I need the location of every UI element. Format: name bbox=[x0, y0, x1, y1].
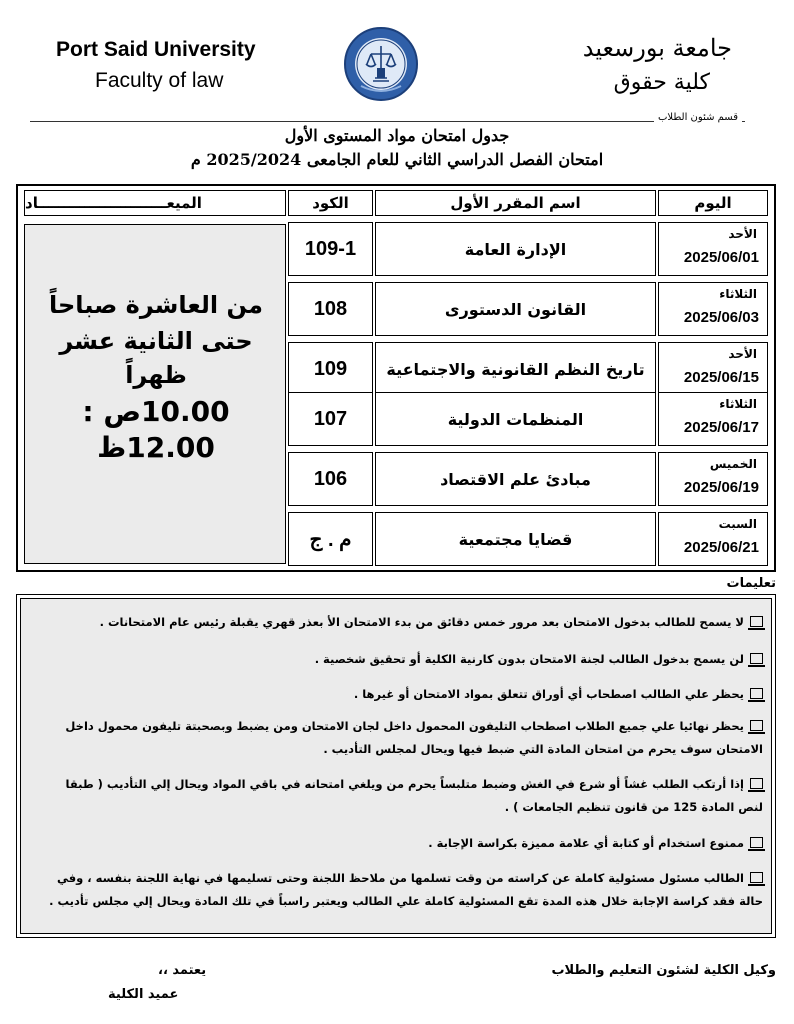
laptop-icon bbox=[750, 688, 763, 699]
instruction-text: لا يسمح للطالب بدخول الامتحان بعد مرور خمس دقائق من بدء الامتحان الأ بعذر قهري يقبلة رئيس عام الامتحانات . bbox=[99, 615, 744, 629]
day-name: الخميس bbox=[709, 457, 757, 471]
exam-time-cell bbox=[24, 224, 286, 564]
table-row bbox=[288, 452, 770, 506]
day-name: الثلاثاء bbox=[719, 397, 757, 411]
day-name: الأحد bbox=[728, 347, 757, 361]
exam-day bbox=[658, 512, 768, 566]
schedule-subtitle: امتحان الفصل الدراسي الثاني للعام الجامعى 2025/2024 م bbox=[190, 150, 604, 169]
course-name: مبادئ علم الاقتصاد bbox=[375, 452, 656, 506]
instruction-item bbox=[43, 832, 763, 855]
laptop-icon bbox=[750, 837, 763, 848]
laptop-icon bbox=[750, 616, 763, 627]
course-name: تاريخ النظم القانونية والاجتماعية bbox=[375, 342, 656, 396]
instruction-text: يحظر نهائيا علي جميع الطلاب اصطحاب التليفون المحمول داخل لجان الامتحان ومن يضبط وبصحبتة تليفون محمول داخل الامتحان سوف يحرم من امتحان المادة التي ضبط فيها ويحال لمجلس التأديب . bbox=[65, 719, 763, 756]
header-code: الكود bbox=[288, 190, 373, 216]
laptop-icon bbox=[750, 778, 763, 789]
table-row bbox=[288, 342, 770, 396]
instruction-item bbox=[43, 611, 763, 634]
instruction-item bbox=[43, 683, 763, 706]
header-time: الميعـــــــــــــــــــــــــاد bbox=[24, 190, 286, 216]
instruction-text: ممنوع استخدام أو كتابة أي علامة مميزة بكراسة الإجابة . bbox=[428, 836, 744, 850]
table-row bbox=[288, 222, 770, 276]
laptop-icon bbox=[750, 720, 763, 731]
vice-dean-signature: وكيل الكلية لشئون التعليم والطلاب bbox=[551, 963, 776, 978]
exam-date: 2025/06/01 bbox=[683, 249, 759, 266]
table-row bbox=[288, 512, 770, 566]
instruction-item bbox=[43, 867, 763, 913]
faculty-name-en: Faculty of law bbox=[95, 69, 224, 92]
instruction-text: لن يسمح بدخول الطالب لجنة الامتحان بدون كارنية الكلية أو تحقيق شخصية . bbox=[314, 652, 744, 666]
table-row bbox=[288, 282, 770, 336]
exam-schedule-table bbox=[16, 184, 776, 572]
schedule-title: جدول امتحان مواد المستوى الأول bbox=[284, 126, 510, 145]
exam-day bbox=[658, 452, 768, 506]
exam-date: 2025/06/19 bbox=[683, 479, 759, 496]
course-code: م . ج bbox=[288, 512, 373, 566]
laptop-icon bbox=[750, 872, 763, 883]
exam-date: 2025/06/15 bbox=[683, 369, 759, 386]
day-name: الثلاثاء bbox=[719, 287, 757, 301]
exam-day bbox=[658, 222, 768, 276]
time-line: 12.00ظ bbox=[97, 431, 215, 464]
university-logo bbox=[343, 26, 419, 102]
exam-day bbox=[658, 342, 768, 396]
university-name-en: Port Said University bbox=[56, 38, 256, 61]
day-name: السبت bbox=[718, 517, 757, 531]
laptop-icon bbox=[750, 653, 763, 664]
course-code: 109 bbox=[288, 342, 373, 396]
faculty-name-ar: كلية حقوق bbox=[613, 70, 710, 95]
course-code: 106 bbox=[288, 452, 373, 506]
university-name-ar: جامعة بورسعيد bbox=[582, 34, 732, 62]
exam-day bbox=[658, 392, 768, 446]
course-code: 107 bbox=[288, 392, 373, 446]
instruction-item bbox=[43, 773, 763, 819]
approval-label: يعتمد ،، bbox=[158, 963, 207, 978]
exam-date: 2025/06/21 bbox=[683, 539, 759, 556]
instructions-title: تعليمات bbox=[726, 576, 776, 591]
instructions-box bbox=[16, 594, 776, 938]
course-code: 108 bbox=[288, 282, 373, 336]
exam-date: 2025/06/17 bbox=[683, 419, 759, 436]
header-course: اسم المقرر الأول bbox=[375, 190, 656, 216]
exam-date: 2025/06/03 bbox=[683, 309, 759, 326]
time-line: حتى الثانية عشر bbox=[59, 327, 253, 355]
course-name: الإدارة العامة bbox=[375, 222, 656, 276]
instruction-text: إذا أرتكب الطلب غشاً أو شرع في الغش وضبط متلبساً يحرم من ويلغي امتحانه في باقي المواد ويحال إلي التأديب ( طبقا لنص المادة 125 من قانون تنظيم الجامعات ) . bbox=[65, 777, 763, 814]
course-name: قضايا مجتمعية bbox=[375, 512, 656, 566]
table-row bbox=[288, 392, 770, 446]
instruction-text: يحظر علي الطالب اصطحاب أي أوراق تتعلق بمواد الامتحان أو غيرها . bbox=[353, 687, 744, 701]
exam-day bbox=[658, 282, 768, 336]
time-line: من العاشرة صباحاً bbox=[49, 291, 263, 319]
header-divider bbox=[30, 121, 745, 122]
course-name: المنظمات الدولية bbox=[375, 392, 656, 446]
day-name: الأحد bbox=[728, 227, 757, 241]
course-code: 109-1 bbox=[288, 222, 373, 276]
instructions-panel bbox=[20, 598, 772, 934]
instruction-item bbox=[43, 715, 763, 761]
instruction-text: الطالب مسئول مسئولية كاملة عن كراسته من وقت تسلمها من ملاحظ اللجنة وحتى تسليمها في نهاية اللجنة بنفسه ، وفي حالة فقد كراسة الإجابة خلال هذه المدة تقع المسئولية كاملة علي الطالب ويعتبر راسباً في تلك المادة ويحال إلي مجلس تأديب . bbox=[49, 871, 763, 908]
department-label: قسم شئون الطلاب bbox=[654, 112, 742, 123]
course-name: القانون الدستورى bbox=[375, 282, 656, 336]
instruction-item bbox=[43, 648, 763, 671]
dean-signature: عميد الكلية bbox=[108, 987, 179, 1002]
time-line: 10.00ص : bbox=[82, 395, 230, 428]
time-line: ظهراً bbox=[125, 361, 187, 389]
header-day: اليوم bbox=[658, 190, 768, 216]
